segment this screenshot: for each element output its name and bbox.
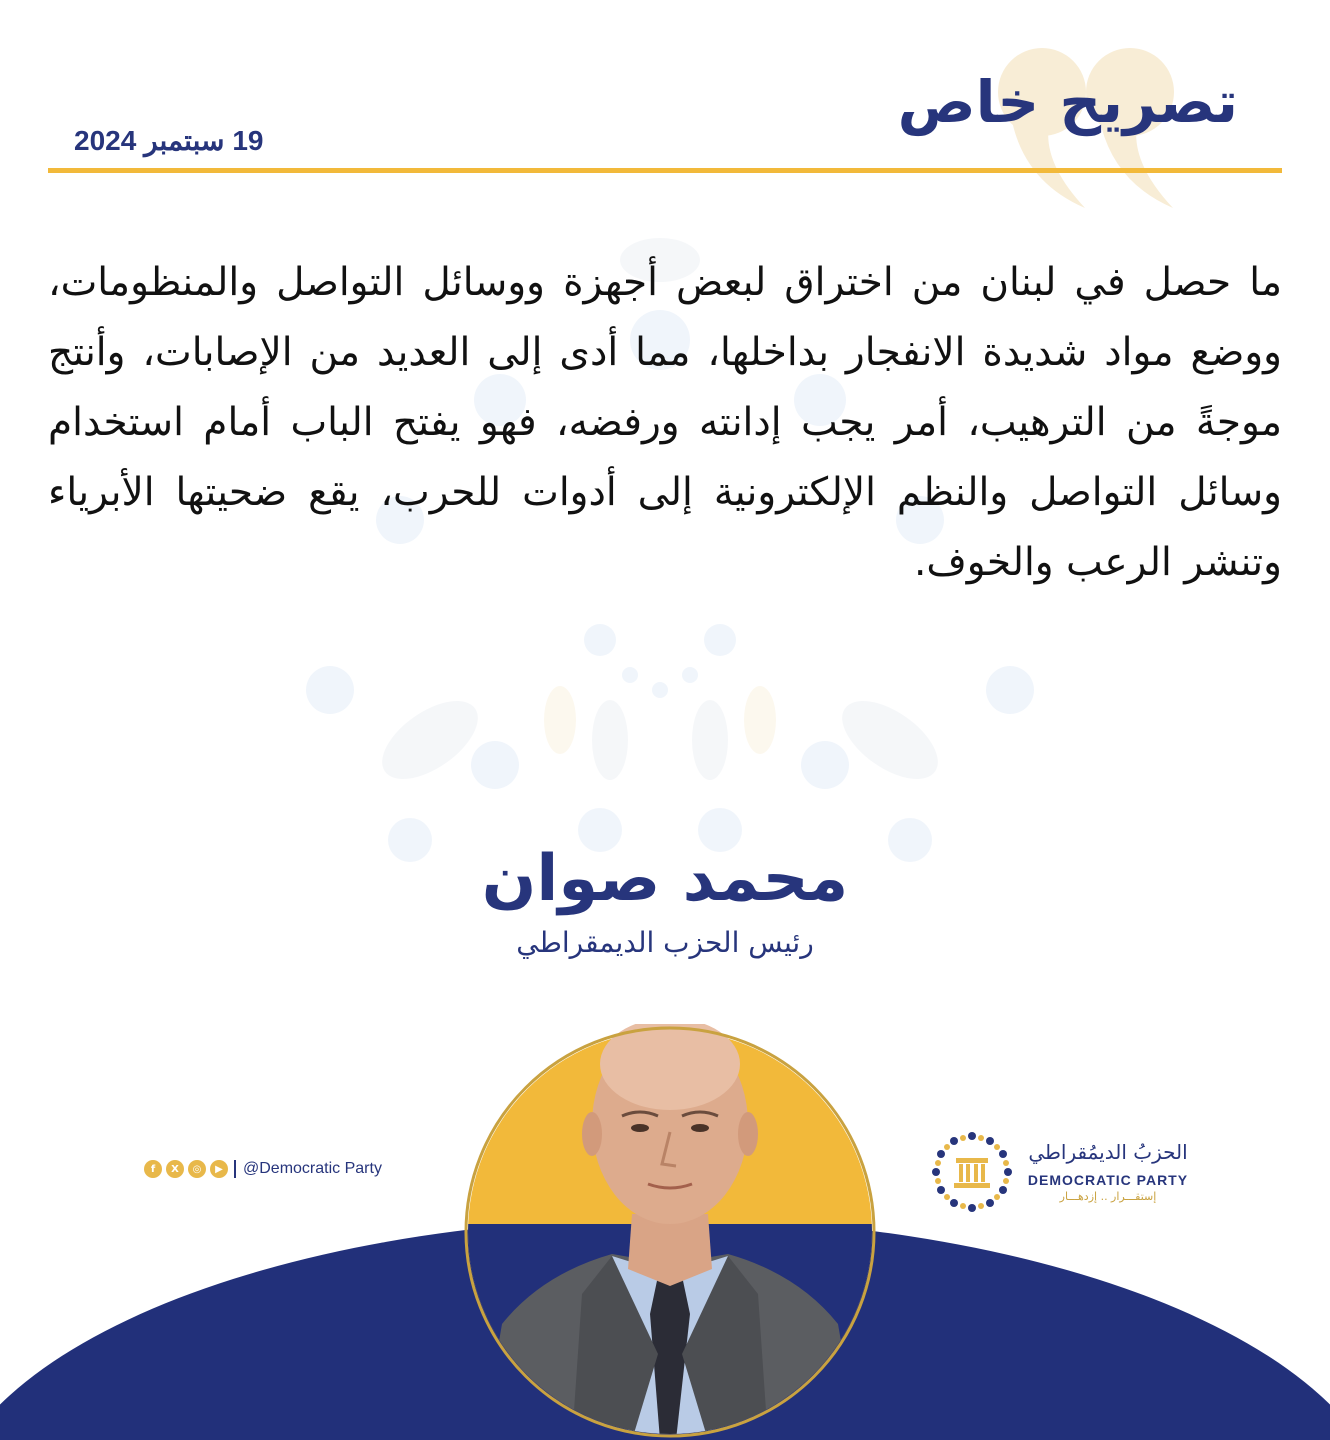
- statement-date: 19 سبتمبر 2024: [74, 125, 264, 156]
- statement-text: ما حصل في لبنان من اختراق لبعض أجهزة ووسائل التواصل والمنظومات، ووضع مواد شديدة الانفجار بداخلها، مما أدى إلى العديد من الإصابات، وأنتج موجةً من الترهيب، أمر يجب إدانته ورفضه، فهو يفتح الباب أمام استخدام وسائل التواصل والنظم الإلكترونية إلى أدوات للحرب، يقع ضحيتها الأبرياء وتنشر الرعب والخوف.: [48, 260, 1282, 585]
- speaker-role: رئيس الحزب الديمقراطي: [516, 926, 814, 959]
- facebook-icon[interactable]: f: [144, 1160, 162, 1178]
- youtube-icon[interactable]: ▶: [210, 1160, 228, 1178]
- instagram-icon[interactable]: ◎: [188, 1160, 206, 1178]
- speaker-name: محمد صوان: [481, 842, 849, 916]
- party-name-english: DEMOCRATIC PARTY: [1027, 1172, 1189, 1188]
- party-logo: [930, 1130, 1200, 1220]
- page-title: تصريح خاص: [897, 68, 1238, 136]
- social-links: [144, 1160, 382, 1178]
- header-divider: [48, 168, 1282, 173]
- speaker-portrait: [462, 1024, 878, 1440]
- social-handle[interactable]: @Democratic Party: [243, 1160, 382, 1177]
- party-tagline: إستقـــرار .. إزدهـــار: [1059, 1190, 1157, 1203]
- x-icon[interactable]: X: [166, 1160, 184, 1178]
- party-emblem-icon: [930, 1130, 1014, 1214]
- social-divider: [234, 1160, 236, 1178]
- party-name-arabic: الحزبُ الديمُقراطي: [1028, 1140, 1188, 1164]
